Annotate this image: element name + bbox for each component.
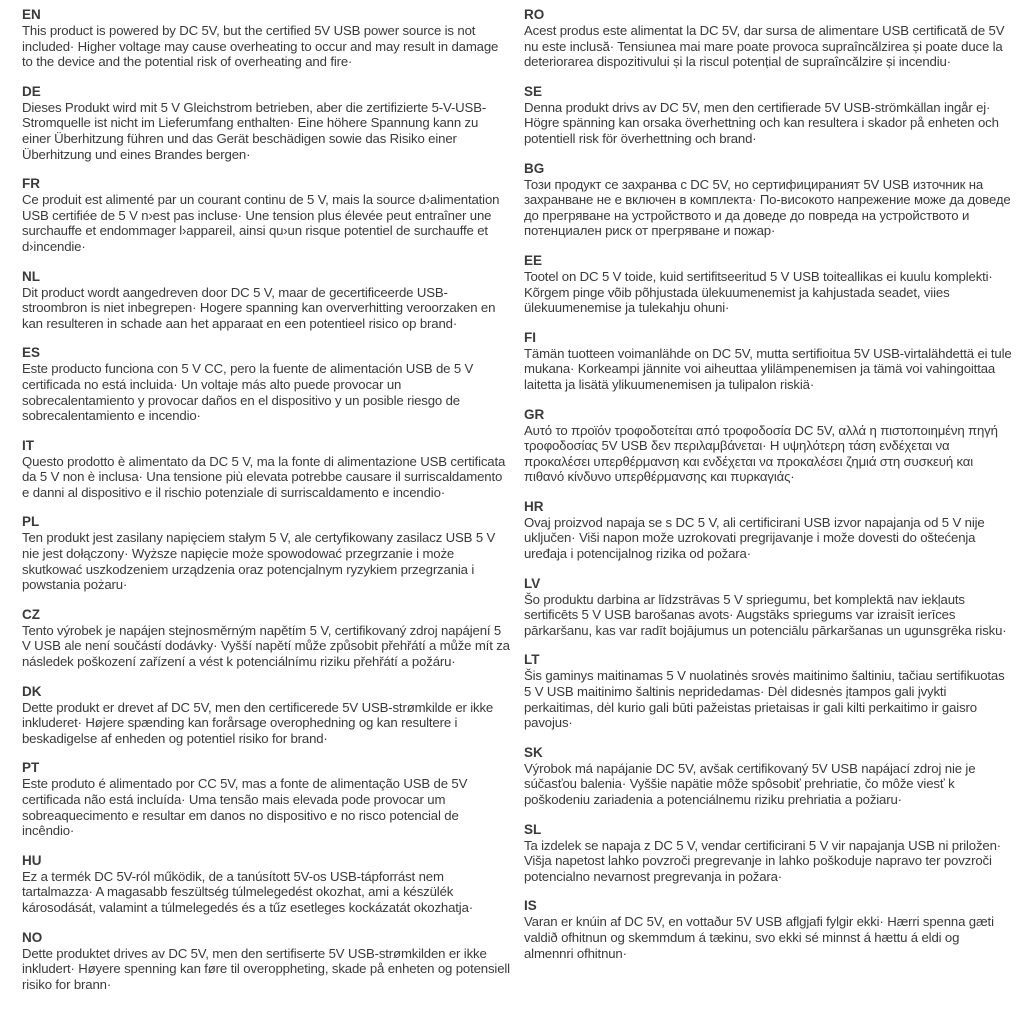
language-code-label: EN <box>22 7 41 22</box>
language-section-no <box>22 930 510 993</box>
language-code-label: LV <box>524 575 541 591</box>
warning-text: Αυτό το προϊόν τροφοδοτείται από τροφοδοσία DC 5V, αλλά η πιστοποιημένη πηγή τροφοδοσίας 5V USB δεν περιλαμβάνεται· Η υψηλότερη τάση ενδέχεται να προκαλέσει υπερθέρμανση και ενδέχεται να προκαλέσει ζημιά στη συσκευή και πιθανό κίνδυνο υπερθέρμανσης και πυρκαγιάς· <box>524 422 998 485</box>
warning-text: Dette produktet drives av DC 5V, men den sertifiserte 5V USB-strømkilden er ikke inkludert· Høyere spenning kan føre til overoppheting, skade på enheten og potensiell risiko for brann· <box>22 945 510 992</box>
warning-text: Denna produkt drivs av DC 5V, men den certifierade 5V USB-strömkällan ingår ej· Högre spänning kan orsaka överhettning och kan resultera i skador på enheten och potentiell risk för överhettning och brand· <box>524 99 999 146</box>
warning-text: This product is powered by DC 5V, but the certified 5V USB power source is not included· Higher voltage may cause overheating to occur and may result in damage to the device and the potential risk of overheating and fire· <box>22 23 499 70</box>
language-code-label: IS <box>524 898 537 914</box>
language-section-pt <box>22 760 510 838</box>
warning-text: Questo prodotto è alimentato da DC 5 V, ma la fonte di alimentazione USB certificata da 5 V non è inclusa· Una tensione più elevata potrebbe causare il surriscaldamento e danni al dispositivo e il rischio potenziale di surriscaldamento e incendio· <box>22 453 506 500</box>
language-section-se <box>524 84 1012 147</box>
language-section-bg <box>524 161 1012 239</box>
left-column <box>22 7 510 1006</box>
language-section-lv <box>524 576 1012 639</box>
warning-text: Este produto é alimentado por CC 5V, mas a fonte de alimentação USB de 5V certificada não está incluída· Uma tensão mais elevada pode provocar um sobreaquecimento e resultar em danos no dispositivo e no risco potencial de incêndio· <box>22 776 468 839</box>
language-section-hr <box>524 499 1012 562</box>
warning-text: Varan er knúin af DC 5V, en vottaður 5V USB aflgjafi fylgir ekki· Hærri spenna gæti valdið ofhitnun og skemmdum á tækinu, svo ekki sé minnst á hættu á eldi og almennri ofhitnun· <box>524 914 994 961</box>
language-code-label: ES <box>22 345 41 361</box>
language-section-fi <box>524 330 1012 393</box>
warning-text: Ovaj proizvod napaja se s DC 5 V, ali certificirani USB izvor napajanja od 5 V nije uključen· Viši napon može uzrokovati pregrijavanje i može dovesti do oštećenja uređaja i potencijalnog rizika od požara· <box>524 514 985 562</box>
warning-text: Šis gaminys maitinamas 5 V nuolatinės srovės maitinimo šaltiniu, tačiau sertifikuotas 5 V USB maitinimo šaltinis nepridedamas· Dėl didesnės įtampos gali įvykti perkaitimas, dėl kurio gali būti pažeistas prietaisas ir gali kilti perkaitimo ir gaisro pavojus· <box>524 668 1005 731</box>
language-code-label: NL <box>22 268 40 284</box>
language-code-label: DK <box>22 683 42 699</box>
warning-text: Този продукт се захранва с DC 5V, но сертифицираният 5V USB източник на захранване не е включен в комплекта· По-високото напрежение може да доведе до прегряване на устройството и да доведе до повреда на устройството и потенциален риск от прегряване и пожар· <box>524 176 1011 239</box>
language-code-label: HU <box>22 852 42 868</box>
warning-text: Ez a termék DC 5V-ról működik, de a tanúsított 5V-os USB-tápforrást nem tartalmazza· A magasabb feszültség túlmelegedést okozhat, ami a készülék károsodását, valamint a túlmelegedés és a tűz esetleges kockázatát okozhatja· <box>22 868 474 915</box>
language-code-label: SE <box>524 83 543 99</box>
language-section-lt <box>524 652 1012 730</box>
language-code-label: FI <box>524 329 536 345</box>
language-code-label: PT <box>22 760 40 776</box>
language-section-en <box>22 7 510 70</box>
language-code-label: HR <box>524 498 544 514</box>
language-section-es <box>22 345 510 423</box>
language-section-it <box>22 438 510 501</box>
language-section-is <box>524 898 1012 961</box>
language-code-label: IT <box>22 437 34 453</box>
language-section-de <box>22 84 510 162</box>
language-code-label: FR <box>22 176 40 192</box>
language-section-sl <box>524 822 1012 885</box>
warning-text: Tento výrobek je napájen stejnosměrným napětím 5 V, certifikovaný zdroj napájení 5 V USB ale není součástí dodávky· Vyšší napětí může způsobit přehřátí a může mít za následek poškození zařízení a vést k potenciálnímu riziku přehřátí a požáru· <box>22 622 510 670</box>
language-code-label: SL <box>524 821 542 837</box>
language-code-label: NO <box>22 929 43 945</box>
language-code-label: DE <box>22 83 41 99</box>
language-section-sk <box>524 745 1012 808</box>
language-code-label: BG <box>524 160 545 176</box>
language-code-label: LT <box>524 652 540 668</box>
language-section-hu <box>22 853 510 916</box>
language-code-label: CZ <box>22 606 40 622</box>
language-section-gr <box>524 407 1012 485</box>
language-section-cz <box>22 607 510 670</box>
warning-text: Este producto funciona con 5 V CC, pero la fuente de alimentación USB de 5 V certificada no está incluida· Un voltaje más alto puede provocar un sobrecalentamiento y provocar daños en el dispositivo y un posible riesgo de sobrecalentamiento e incendio· <box>22 361 474 424</box>
warning-text: Dit product wordt aangedreven door DC 5 V, maar de gecertificeerde USB-stroombron is niet inbegrepen· Hogere spanning kan oververhitting veroorzaken en kan resulteren in schade aan het apparaat en een potentieel risico op brand· <box>22 284 496 331</box>
language-code-label: PL <box>22 514 40 530</box>
warning-text: Dieses Produkt wird mit 5 V Gleichstrom betrieben, aber die zertifizierte 5-V-USB-Stromquelle ist nicht im Lieferumfang enthalten· Eine höhere Spannung kann zu einer Überhitzung führen und das Gerät beschädigen sowie das Risiko einer Überhitzung und eines Brandes bergen· <box>22 99 487 162</box>
language-code-label: SK <box>524 744 543 760</box>
language-section-ee <box>524 253 1012 316</box>
language-section-pl <box>22 514 510 592</box>
language-code-label: RO <box>524 7 545 22</box>
language-section-ro <box>524 7 1012 70</box>
warning-text: Tämän tuotteen voimanlähde on DC 5V, mutta sertifioitua 5V USB-virtalähdettä ei tule mukana· Korkeampi jännite voi aiheuttaa ylilämpenemisen ja tämä voi vahingoittaa laitetta ja lisätä ylikuumenemisen ja tulipalon riskiä· <box>524 345 1012 392</box>
warning-text: Tootel on DC 5 V toide, kuid sertifitseeritud 5 V USB toiteallikas ei kuulu komplekti· Kõrgem pinge võib põhjustada ülekuumenemist ja kahjustada seadet, viies ülekuumenemise ja tulekahju ohuni· <box>524 268 993 316</box>
language-section-nl <box>22 269 510 332</box>
warning-text: Ce produit est alimenté par un courant continu de 5 V, mais la source d›alimentation USB certifiée de 5 V n›est pas incluse· Une tension plus élevée peut entraîner une surchauffe et endommager l›appareil, ainsi qu›un risque potentiel de surchauffe et d›incendie· <box>22 192 500 254</box>
language-code-label: GR <box>524 406 545 422</box>
warning-text: Výrobok má napájanie DC 5V, avšak certifikovaný 5V USB napájací zdroj nie je súčasťou balenia· Vyššie napätie môže spôsobiť prehriatie, čo môže viesť k poškodeniu zariadenia a potenciálnemu riziku prehriatia a požiaru· <box>524 760 976 807</box>
right-column <box>524 7 1012 1006</box>
language-section-dk <box>22 684 510 747</box>
warning-text: Šo produktu darbina ar līdzstrāvas 5 V spriegumu, bet komplektā nav iekļauts sertificēts 5 V USB barošanas avots· Augstāks spriegums var izraisīt ierīces pārkaršanu, kas var radīt bojājumus un potenciālu pārkaršanas un ugunsgrēka risku· <box>524 591 1007 638</box>
language-code-label: EE <box>524 252 543 268</box>
warning-text: Ta izdelek se napaja z DC 5 V, vendar certificirani 5 V vir napajanja USB ni priložen· Višja napetost lahko povzroči pregrevanje in lahko poškoduje napravo ter povzroči potencialno nevarnost pregrevanja in požara· <box>524 837 1001 884</box>
language-section-fr <box>22 176 510 254</box>
warning-text: Dette produkt er drevet af DC 5V, men den certificerede 5V USB-strømkilde er ikke inkluderet· Højere spænding kan forårsage overophedning og kan resultere i beskadigelse af enheden og potentiel risiko for brand· <box>22 699 494 746</box>
warning-text: Ten produkt jest zasilany napięciem stałym 5 V, ale certyfikowany zasilacz USB 5 V nie jest dołączony· Wyższe napięcie może spowodować przegrzanie i może skutkować uszkodzeniem urządzenia oraz potencjalnym ryzykiem przegrzania i powstania pożaru· <box>22 530 496 593</box>
warning-text: Acest produs este alimentat la DC 5V, dar sursa de alimentare USB certificată de 5V nu este inclusă· Tensiunea mai mare poate provoca supraîncălzirea și poate duce la deteriorarea dispozitivului și la riscul potențial de supraîncălzire și incendiu· <box>524 23 1005 70</box>
